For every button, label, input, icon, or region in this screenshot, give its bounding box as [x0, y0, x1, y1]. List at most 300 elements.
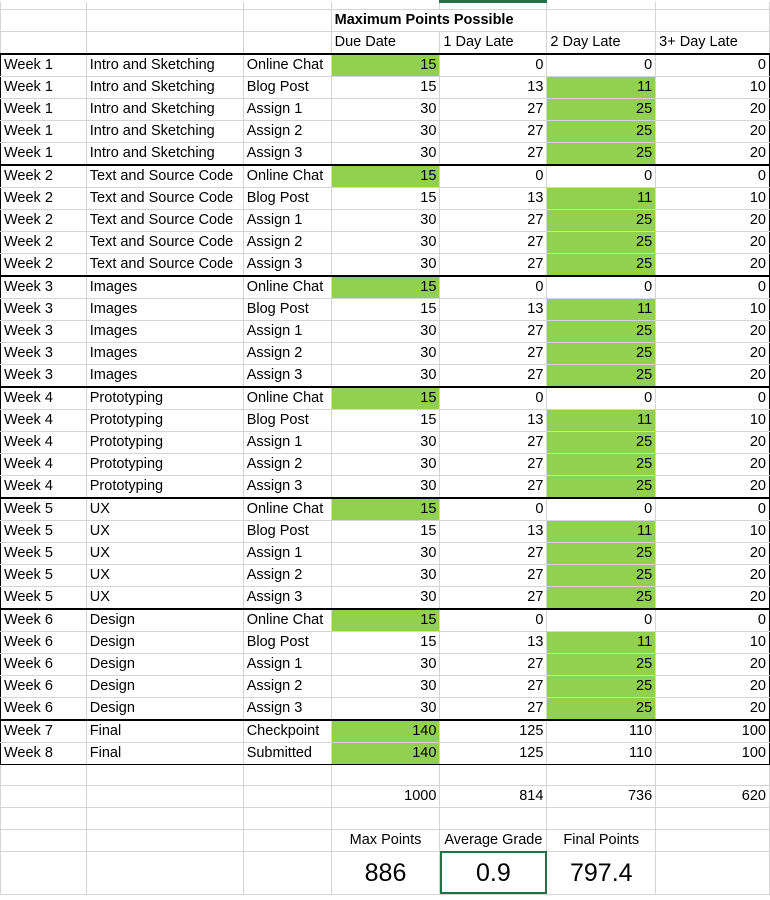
- item-cell[interactable]: Online Chat: [243, 387, 331, 410]
- points-cell[interactable]: 0: [656, 498, 770, 521]
- topic-cell[interactable]: Prototyping: [86, 387, 243, 410]
- points-cell[interactable]: 27: [440, 543, 547, 565]
- points-cell[interactable]: 27: [440, 99, 547, 121]
- points-cell[interactable]: 27: [440, 143, 547, 166]
- topic-cell[interactable]: Text and Source Code: [86, 188, 243, 210]
- item-cell[interactable]: Assign 1: [243, 654, 331, 676]
- item-cell[interactable]: Submitted: [243, 743, 331, 765]
- column-header-cell[interactable]: 3+ Day Late: [656, 32, 770, 55]
- points-cell[interactable]: 20: [656, 565, 770, 587]
- points-cell[interactable]: 140: [331, 743, 440, 765]
- table-row: [1, 454, 770, 476]
- empty-cell[interactable]: [243, 829, 331, 851]
- empty-cell[interactable]: [547, 2, 656, 10]
- topic-cell[interactable]: UX: [86, 587, 243, 610]
- points-cell[interactable]: 10: [656, 410, 770, 432]
- points-cell[interactable]: 15: [331, 77, 440, 99]
- points-cell[interactable]: 30: [331, 587, 440, 610]
- points-cell[interactable]: 13: [440, 299, 547, 321]
- points-cell[interactable]: 0: [440, 609, 547, 632]
- table-row: [1, 77, 770, 99]
- empty-cell[interactable]: [243, 32, 331, 55]
- column-header-cell[interactable]: 2 Day Late: [547, 32, 656, 55]
- week-cell[interactable]: Week 4: [1, 410, 87, 432]
- empty-cell[interactable]: [1, 786, 87, 808]
- topic-cell[interactable]: Intro and Sketching: [86, 143, 243, 166]
- points-cell[interactable]: 13: [440, 188, 547, 210]
- points-cell[interactable]: 25: [547, 565, 656, 587]
- points-cell[interactable]: 30: [331, 143, 440, 166]
- table-row: [1, 165, 770, 188]
- points-cell[interactable]: 20: [656, 654, 770, 676]
- points-cell[interactable]: 25: [547, 99, 656, 121]
- item-cell[interactable]: Assign 3: [243, 587, 331, 610]
- points-cell[interactable]: 100: [656, 720, 770, 743]
- points-cell[interactable]: 15: [331, 165, 440, 188]
- points-cell[interactable]: 25: [547, 676, 656, 698]
- summary-label-cell[interactable]: Final Points: [547, 829, 656, 851]
- week-cell[interactable]: Week 5: [1, 565, 87, 587]
- points-cell[interactable]: 20: [656, 454, 770, 476]
- empty-cell[interactable]: [243, 808, 331, 829]
- points-cell[interactable]: 15: [331, 276, 440, 299]
- item-cell[interactable]: Assign 2: [243, 121, 331, 143]
- table-row: [1, 232, 770, 254]
- points-cell[interactable]: 27: [440, 321, 547, 343]
- week-cell[interactable]: Week 5: [1, 587, 87, 610]
- topic-cell[interactable]: Prototyping: [86, 432, 243, 454]
- table-row: [1, 676, 770, 698]
- points-cell[interactable]: 11: [547, 188, 656, 210]
- points-cell[interactable]: 0: [440, 54, 547, 77]
- points-cell[interactable]: 20: [656, 99, 770, 121]
- empty-cell[interactable]: [86, 32, 243, 55]
- week-cell[interactable]: Week 1: [1, 143, 87, 166]
- points-cell[interactable]: 25: [547, 543, 656, 565]
- week-cell[interactable]: Week 8: [1, 743, 87, 765]
- week-cell[interactable]: Week 7: [1, 720, 87, 743]
- topic-cell[interactable]: Final: [86, 743, 243, 765]
- points-cell[interactable]: 27: [440, 210, 547, 232]
- topic-cell[interactable]: Prototyping: [86, 476, 243, 499]
- topic-cell[interactable]: Text and Source Code: [86, 254, 243, 277]
- week-cell[interactable]: Week 3: [1, 321, 87, 343]
- points-cell[interactable]: 27: [440, 587, 547, 610]
- week-cell[interactable]: Week 4: [1, 476, 87, 499]
- item-cell[interactable]: Assign 1: [243, 321, 331, 343]
- points-cell[interactable]: 25: [547, 587, 656, 610]
- points-cell[interactable]: 15: [331, 410, 440, 432]
- week-cell[interactable]: Week 3: [1, 343, 87, 365]
- points-cell[interactable]: 25: [547, 143, 656, 166]
- points-cell[interactable]: 27: [440, 476, 547, 499]
- empty-cell[interactable]: [1, 808, 87, 829]
- points-cell[interactable]: 20: [656, 587, 770, 610]
- empty-cell[interactable]: [656, 765, 770, 786]
- topic-cell[interactable]: UX: [86, 565, 243, 587]
- empty-cell[interactable]: [440, 2, 547, 10]
- points-cell[interactable]: 20: [656, 476, 770, 499]
- points-cell[interactable]: 0: [440, 387, 547, 410]
- table-row: [1, 343, 770, 365]
- points-cell[interactable]: 25: [547, 254, 656, 277]
- topic-cell[interactable]: Final: [86, 720, 243, 743]
- points-cell[interactable]: 27: [440, 343, 547, 365]
- topic-cell[interactable]: Images: [86, 365, 243, 388]
- points-cell[interactable]: 0: [547, 276, 656, 299]
- week-cell[interactable]: Week 1: [1, 77, 87, 99]
- empty-cell[interactable]: [331, 765, 440, 786]
- empty-cell[interactable]: [440, 808, 547, 829]
- points-cell[interactable]: 20: [656, 365, 770, 388]
- points-cell[interactable]: 25: [547, 343, 656, 365]
- empty-cell[interactable]: [656, 2, 770, 10]
- group-title-cell[interactable]: Maximum Points Possible: [331, 10, 547, 32]
- topic-cell[interactable]: Prototyping: [86, 454, 243, 476]
- topic-cell[interactable]: Design: [86, 632, 243, 654]
- points-cell[interactable]: 125: [440, 743, 547, 765]
- points-cell[interactable]: 20: [656, 676, 770, 698]
- points-cell[interactable]: 30: [331, 676, 440, 698]
- item-cell[interactable]: Assign 1: [243, 210, 331, 232]
- item-cell[interactable]: Assign 3: [243, 365, 331, 388]
- item-cell[interactable]: Assign 2: [243, 565, 331, 587]
- points-cell[interactable]: 15: [331, 387, 440, 410]
- points-cell[interactable]: 15: [331, 188, 440, 210]
- points-cell[interactable]: 0: [547, 609, 656, 632]
- item-cell[interactable]: Assign 3: [243, 698, 331, 721]
- empty-cell[interactable]: [243, 786, 331, 808]
- points-cell[interactable]: 11: [547, 77, 656, 99]
- topic-cell[interactable]: UX: [86, 521, 243, 543]
- week-cell[interactable]: Week 6: [1, 676, 87, 698]
- empty-cell[interactable]: [243, 10, 331, 32]
- points-cell[interactable]: 15: [331, 54, 440, 77]
- topic-cell[interactable]: Intro and Sketching: [86, 54, 243, 77]
- points-cell[interactable]: 30: [331, 365, 440, 388]
- week-cell[interactable]: Week 4: [1, 387, 87, 410]
- week-cell[interactable]: Week 2: [1, 165, 87, 188]
- points-cell[interactable]: 10: [656, 521, 770, 543]
- points-cell[interactable]: 25: [547, 432, 656, 454]
- empty-cell[interactable]: [656, 10, 770, 32]
- points-cell[interactable]: 0: [440, 498, 547, 521]
- points-cell[interactable]: 20: [656, 143, 770, 166]
- item-cell[interactable]: Online Chat: [243, 54, 331, 77]
- item-cell[interactable]: Assign 2: [243, 454, 331, 476]
- points-cell[interactable]: 0: [656, 54, 770, 77]
- week-cell[interactable]: Week 6: [1, 654, 87, 676]
- points-cell[interactable]: 27: [440, 432, 547, 454]
- item-cell[interactable]: Online Chat: [243, 498, 331, 521]
- item-cell[interactable]: Assign 1: [243, 99, 331, 121]
- week-cell[interactable]: Week 5: [1, 543, 87, 565]
- summary-value-cell[interactable]: 797.4: [547, 851, 656, 894]
- points-cell[interactable]: 15: [331, 299, 440, 321]
- points-cell[interactable]: 27: [440, 454, 547, 476]
- points-cell[interactable]: 10: [656, 188, 770, 210]
- points-cell[interactable]: 20: [656, 343, 770, 365]
- item-cell[interactable]: Online Chat: [243, 276, 331, 299]
- points-cell[interactable]: 25: [547, 121, 656, 143]
- week-cell[interactable]: Week 2: [1, 210, 87, 232]
- points-cell[interactable]: 11: [547, 632, 656, 654]
- empty-cell[interactable]: [656, 851, 770, 894]
- week-cell[interactable]: Week 6: [1, 632, 87, 654]
- empty-cell[interactable]: [86, 851, 243, 894]
- points-cell[interactable]: 25: [547, 365, 656, 388]
- points-cell[interactable]: 11: [547, 299, 656, 321]
- points-cell[interactable]: 0: [440, 276, 547, 299]
- empty-cell[interactable]: [1, 851, 87, 894]
- empty-cell[interactable]: [243, 765, 331, 786]
- empty-cell[interactable]: [1, 765, 87, 786]
- points-cell[interactable]: 25: [547, 454, 656, 476]
- week-cell[interactable]: Week 5: [1, 521, 87, 543]
- topic-cell[interactable]: Text and Source Code: [86, 232, 243, 254]
- points-cell[interactable]: 20: [656, 321, 770, 343]
- column-header-cell[interactable]: 1 Day Late: [440, 32, 547, 55]
- empty-cell[interactable]: [656, 808, 770, 829]
- points-cell[interactable]: 110: [547, 720, 656, 743]
- item-cell[interactable]: Assign 1: [243, 432, 331, 454]
- week-cell[interactable]: Week 5: [1, 498, 87, 521]
- item-cell[interactable]: Assign 2: [243, 676, 331, 698]
- item-cell[interactable]: Assign 1: [243, 543, 331, 565]
- points-cell[interactable]: 30: [331, 476, 440, 499]
- week-cell[interactable]: Week 2: [1, 232, 87, 254]
- week-cell[interactable]: Week 2: [1, 188, 87, 210]
- table-row: [1, 565, 770, 587]
- item-cell[interactable]: Online Chat: [243, 165, 331, 188]
- topic-cell[interactable]: Design: [86, 609, 243, 632]
- table-row: [1, 432, 770, 454]
- points-cell[interactable]: 30: [331, 698, 440, 721]
- empty-cell[interactable]: [86, 2, 243, 10]
- item-cell[interactable]: Assign 2: [243, 343, 331, 365]
- topic-cell[interactable]: Images: [86, 276, 243, 299]
- points-cell[interactable]: 0: [440, 165, 547, 188]
- week-cell[interactable]: Week 3: [1, 365, 87, 388]
- points-cell[interactable]: 20: [656, 432, 770, 454]
- points-cell[interactable]: 140: [331, 720, 440, 743]
- empty-cell[interactable]: [547, 808, 656, 829]
- topic-cell[interactable]: Images: [86, 321, 243, 343]
- points-cell[interactable]: 30: [331, 654, 440, 676]
- empty-cell[interactable]: [1, 2, 87, 10]
- topic-cell[interactable]: Design: [86, 676, 243, 698]
- topic-cell[interactable]: UX: [86, 498, 243, 521]
- week-cell[interactable]: Week 3: [1, 299, 87, 321]
- empty-cell[interactable]: [547, 10, 656, 32]
- points-cell[interactable]: 30: [331, 121, 440, 143]
- points-cell[interactable]: 13: [440, 410, 547, 432]
- points-cell[interactable]: 0: [547, 387, 656, 410]
- item-cell[interactable]: Assign 2: [243, 232, 331, 254]
- points-cell[interactable]: 20: [656, 543, 770, 565]
- table-row: [1, 410, 770, 432]
- points-cell[interactable]: 25: [547, 698, 656, 721]
- points-cell[interactable]: 10: [656, 632, 770, 654]
- points-cell[interactable]: 13: [440, 632, 547, 654]
- summary-label-cell[interactable]: Average Grade: [440, 829, 547, 851]
- empty-cell[interactable]: [1, 10, 87, 32]
- table-row: [1, 387, 770, 410]
- week-cell[interactable]: Week 2: [1, 254, 87, 277]
- topic-cell[interactable]: Design: [86, 654, 243, 676]
- empty-cell[interactable]: [86, 765, 243, 786]
- points-cell[interactable]: 30: [331, 321, 440, 343]
- item-cell[interactable]: Blog Post: [243, 410, 331, 432]
- points-cell[interactable]: 0: [656, 387, 770, 410]
- points-cell[interactable]: 30: [331, 99, 440, 121]
- item-cell[interactable]: Blog Post: [243, 77, 331, 99]
- empty-cell[interactable]: [86, 808, 243, 829]
- week-cell[interactable]: Week 4: [1, 432, 87, 454]
- points-cell[interactable]: 15: [331, 632, 440, 654]
- topic-cell[interactable]: Text and Source Code: [86, 165, 243, 188]
- week-cell[interactable]: Week 4: [1, 454, 87, 476]
- points-cell[interactable]: 27: [440, 698, 547, 721]
- clipped-top-row: [1, 2, 770, 10]
- week-cell[interactable]: Week 1: [1, 121, 87, 143]
- week-cell[interactable]: Week 3: [1, 276, 87, 299]
- table-row: [1, 254, 770, 277]
- points-cell[interactable]: 15: [331, 609, 440, 632]
- table-row: [1, 632, 770, 654]
- total-cell[interactable]: 736: [547, 786, 656, 808]
- topic-cell[interactable]: Intro and Sketching: [86, 99, 243, 121]
- points-cell[interactable]: 27: [440, 254, 547, 277]
- points-cell[interactable]: 25: [547, 232, 656, 254]
- empty-cell[interactable]: [1, 829, 87, 851]
- points-cell[interactable]: 0: [656, 609, 770, 632]
- points-cell[interactable]: 125: [440, 720, 547, 743]
- points-cell[interactable]: 11: [547, 410, 656, 432]
- points-cell[interactable]: 13: [440, 77, 547, 99]
- points-cell[interactable]: 30: [331, 232, 440, 254]
- empty-cell[interactable]: [86, 786, 243, 808]
- topic-cell[interactable]: UX: [86, 543, 243, 565]
- points-cell[interactable]: 30: [331, 254, 440, 277]
- total-cell[interactable]: 620: [656, 786, 770, 808]
- topic-cell[interactable]: Design: [86, 698, 243, 721]
- empty-cell[interactable]: [547, 765, 656, 786]
- points-cell[interactable]: 11: [547, 521, 656, 543]
- empty-row: [1, 765, 770, 786]
- item-cell[interactable]: Blog Post: [243, 521, 331, 543]
- table-row: [1, 54, 770, 77]
- empty-cell[interactable]: [243, 2, 331, 10]
- points-cell[interactable]: 30: [331, 343, 440, 365]
- points-cell[interactable]: 27: [440, 565, 547, 587]
- table-row: [1, 210, 770, 232]
- points-cell[interactable]: 25: [547, 210, 656, 232]
- topic-cell[interactable]: Prototyping: [86, 410, 243, 432]
- points-cell[interactable]: 20: [656, 121, 770, 143]
- item-cell[interactable]: Blog Post: [243, 188, 331, 210]
- empty-cell[interactable]: [331, 808, 440, 829]
- points-cell[interactable]: 27: [440, 654, 547, 676]
- empty-cell[interactable]: [86, 10, 243, 32]
- week-cell[interactable]: Week 6: [1, 609, 87, 632]
- empty-cell[interactable]: [86, 829, 243, 851]
- points-cell[interactable]: 0: [656, 276, 770, 299]
- points-cell[interactable]: 20: [656, 210, 770, 232]
- table-row: [1, 654, 770, 676]
- empty-cell[interactable]: [440, 765, 547, 786]
- column-header-cell[interactable]: Due Date: [331, 32, 440, 55]
- points-cell[interactable]: 30: [331, 565, 440, 587]
- points-cell[interactable]: 110: [547, 743, 656, 765]
- item-cell[interactable]: Assign 3: [243, 476, 331, 499]
- points-cell[interactable]: 20: [656, 232, 770, 254]
- table-row: [1, 720, 770, 743]
- points-cell[interactable]: 25: [547, 654, 656, 676]
- points-cell[interactable]: 15: [331, 498, 440, 521]
- topic-cell[interactable]: Images: [86, 343, 243, 365]
- points-cell[interactable]: 10: [656, 299, 770, 321]
- points-cell[interactable]: 13: [440, 521, 547, 543]
- points-cell[interactable]: 0: [547, 165, 656, 188]
- table-row: [1, 121, 770, 143]
- table-row: [1, 365, 770, 388]
- empty-cell[interactable]: [331, 2, 440, 10]
- summary-label-cell[interactable]: Max Points: [331, 829, 440, 851]
- points-cell[interactable]: 30: [331, 454, 440, 476]
- points-cell[interactable]: 27: [440, 121, 547, 143]
- item-cell[interactable]: Assign 3: [243, 143, 331, 166]
- points-cell[interactable]: 30: [331, 210, 440, 232]
- topic-cell[interactable]: Intro and Sketching: [86, 121, 243, 143]
- points-cell[interactable]: 0: [656, 165, 770, 188]
- points-cell[interactable]: 25: [547, 321, 656, 343]
- topic-cell[interactable]: Images: [86, 299, 243, 321]
- points-cell[interactable]: 25: [547, 476, 656, 499]
- topic-cell[interactable]: Text and Source Code: [86, 210, 243, 232]
- table-row: [1, 743, 770, 765]
- points-cell[interactable]: 30: [331, 543, 440, 565]
- item-cell[interactable]: Blog Post: [243, 632, 331, 654]
- item-cell[interactable]: Blog Post: [243, 299, 331, 321]
- week-cell[interactable]: Week 1: [1, 54, 87, 77]
- points-cell[interactable]: 10: [656, 77, 770, 99]
- topic-cell[interactable]: Intro and Sketching: [86, 77, 243, 99]
- item-cell[interactable]: Checkpoint: [243, 720, 331, 743]
- empty-cell[interactable]: [1, 32, 87, 55]
- item-cell[interactable]: Assign 3: [243, 254, 331, 277]
- summary-value-cell[interactable]: 0.9: [440, 851, 547, 894]
- points-cell[interactable]: 20: [656, 698, 770, 721]
- total-cell[interactable]: 1000: [331, 786, 440, 808]
- item-cell[interactable]: Online Chat: [243, 609, 331, 632]
- points-cell[interactable]: 20: [656, 254, 770, 277]
- total-cell[interactable]: 814: [440, 786, 547, 808]
- points-cell[interactable]: 15: [331, 521, 440, 543]
- empty-cell[interactable]: [656, 829, 770, 851]
- empty-cell[interactable]: [243, 851, 331, 894]
- points-cell[interactable]: 30: [331, 432, 440, 454]
- points-cell[interactable]: 27: [440, 365, 547, 388]
- points-cell[interactable]: 27: [440, 676, 547, 698]
- points-cell[interactable]: 0: [547, 54, 656, 77]
- summary-value-cell[interactable]: 886: [331, 851, 440, 894]
- week-cell[interactable]: Week 1: [1, 99, 87, 121]
- points-cell[interactable]: 0: [547, 498, 656, 521]
- points-cell[interactable]: 27: [440, 232, 547, 254]
- week-cell[interactable]: Week 6: [1, 698, 87, 721]
- points-cell[interactable]: 100: [656, 743, 770, 765]
